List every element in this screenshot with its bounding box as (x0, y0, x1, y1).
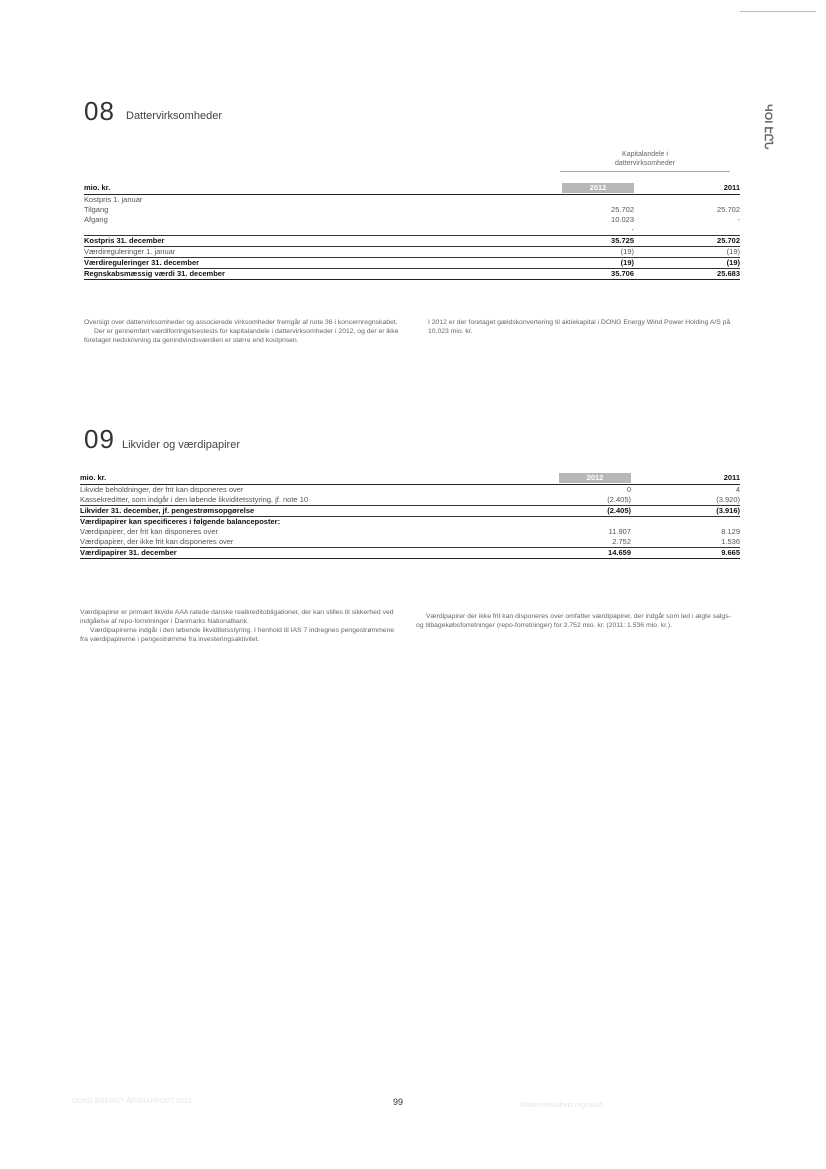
table-header-row (84, 182, 740, 195)
row-prior-value: 25.683 (634, 269, 740, 280)
edge-marking: ЧОІ ԷԸՆ (762, 104, 774, 150)
row-current-value: 11.907 (608, 527, 631, 536)
row-prior-value (631, 517, 740, 528)
row-label: Værdipapirer 31. december (80, 548, 559, 559)
row-prior-value: 8.129 (721, 527, 740, 536)
row-label: Tilgang (84, 205, 109, 214)
row-current-value: - (631, 225, 634, 234)
footer-right-text: Moderselskabets regnskab (520, 1102, 604, 1109)
table-row (84, 195, 740, 206)
row-current-value: (2.405) (559, 506, 631, 517)
row-current-value: (19) (560, 247, 634, 258)
section-08-table (84, 182, 740, 280)
row-prior-value (634, 225, 740, 236)
section-09-table (80, 472, 740, 559)
table-row (84, 247, 740, 258)
row-current-value (560, 195, 634, 206)
row-current-value: (2.405) (607, 495, 631, 504)
section-09-number: 09 (84, 424, 115, 454)
section-09-title: Likvider og værdipapirer (122, 439, 240, 451)
row-label: Kostpris 1. januar (84, 195, 143, 204)
row-prior-value: 4 (735, 485, 740, 494)
table-header-row (80, 472, 740, 485)
table-row (84, 225, 740, 236)
paragraph: Oversigt over dattervirksomheder og associerede virksomheder fremgår af note 36 i koncernregnskabet. (84, 319, 398, 326)
row-prior-value: (19) (634, 247, 740, 258)
table-row-subheading (80, 517, 740, 528)
row-prior-value: 25.702 (634, 236, 740, 247)
row-current-value: 0 (626, 485, 631, 494)
table-row-total (80, 506, 740, 517)
year-prior-header: 2011 (631, 472, 740, 485)
unit-label: mio. kr. (80, 472, 559, 485)
row-current-value (559, 517, 631, 528)
row-label: Regnskabsmæssig værdi 31. december (84, 269, 560, 280)
row-prior-value: (19) (634, 258, 740, 269)
table-row (84, 205, 740, 215)
section-09-note-left (80, 608, 400, 644)
row-prior-value: - (737, 215, 740, 224)
row-prior-value: 1.536 (721, 537, 740, 546)
row-prior-value: 9.665 (631, 548, 740, 559)
row-current-value: 10.023 (611, 215, 634, 224)
row-label: Kostpris 31. december (84, 236, 560, 247)
row-current-value: 14.659 (559, 548, 631, 559)
section-08-note-right (428, 318, 746, 336)
paragraph: I 2012 er der foretaget gældskonvertering til aktiekapital i DONG Energy Wind Power Holding A/S på 10.023 mio. kr. (428, 319, 731, 335)
caption-line-1: Kapitalandele i (622, 151, 668, 158)
row-label: Likvider 31. december, jf. pengestrømsopgørelse (80, 506, 559, 517)
section-09-note-right (416, 612, 740, 630)
row-current-value: (19) (560, 258, 634, 269)
row-label: Værdipapirer kan specificeres i følgende balanceposter: (80, 517, 559, 528)
paragraph: Værdipapirer der ikke frit kan disponeres over omfatter værdipapirer, der indgår som led i ægte salgs- og tilbagekøbsforretninger (repo-forretninger) for 2.752 mio. kr. (2011: 1.536 mio. kr.). (416, 613, 731, 629)
table-row-grand-total (80, 548, 740, 559)
year-current-header: 2012 (559, 473, 631, 483)
section-08-number: 08 (84, 96, 115, 126)
paragraph: Værdipapirerne indgår i den løbende likviditetsstyring. I henhold til IAS 7 indregnes pengestrømmene fra værdipapirerne i pengestrømme fra investeringsaktivitet. (80, 627, 395, 643)
paragraph: Der er gennemført værdiforringelsestests for kapitalandele i dattervirksomheder i 2012, og der er ikke foretaget nedskrivning da genindvindsværdien er større end kostprisen. (84, 328, 399, 344)
row-prior-value: (3.920) (716, 495, 740, 504)
page-number: 99 (393, 1097, 404, 1107)
table-row (80, 495, 740, 506)
footer-left-text: DONG ENERGY ÅRSRAPPORT 2012 (72, 1098, 192, 1105)
section-08-title: Dattervirksomheder (126, 110, 222, 122)
row-prior-value: 25.702 (717, 205, 740, 214)
table-row (80, 537, 740, 548)
table-row-grand-total (84, 269, 740, 280)
row-current-value: 35.706 (560, 269, 634, 280)
row-label: Værdipapirer, der ikke frit kan disponeres over (80, 537, 234, 546)
year-current-header: 2012 (562, 183, 634, 193)
table-row (84, 215, 740, 225)
top-rule (740, 11, 816, 12)
row-current-value: 2.752 (612, 537, 631, 546)
row-label: Værdireguleringer 1. januar (84, 247, 560, 258)
row-label (84, 225, 560, 236)
row-prior-value: (3.916) (631, 506, 740, 517)
row-label: Afgang (84, 215, 108, 224)
row-prior-value (634, 195, 740, 206)
table-row-total (84, 236, 740, 247)
row-current-value: 25.702 (611, 205, 634, 214)
year-prior-header: 2011 (634, 182, 740, 195)
caption-rule (560, 171, 730, 172)
table-row (80, 485, 740, 496)
table-row (80, 527, 740, 537)
section-08-column-caption (560, 150, 730, 172)
row-label: Værdipapirer, der frit kan disponeres over (80, 527, 218, 536)
row-label: Kassekreditter, som indgår i den løbende likviditetsstyring, jf. note 10 (80, 495, 309, 504)
unit-label: mio. kr. (84, 182, 560, 195)
row-label: Likvide beholdninger, der frit kan disponeres over (80, 485, 244, 494)
row-current-value: 35.725 (560, 236, 634, 247)
table-row-total (84, 258, 740, 269)
row-label: Værdireguleringer 31. december (84, 258, 560, 269)
section-08-note-left (84, 318, 402, 345)
caption-line-2: dattervirksomheder (615, 160, 675, 167)
paragraph: Værdipapirer er primært likvide AAA ratede danske realkreditobligationer, der kan stilles til sikkerhed ved indgåelse af repo-forretninger i Danmarks Nationalbank. (80, 609, 394, 625)
